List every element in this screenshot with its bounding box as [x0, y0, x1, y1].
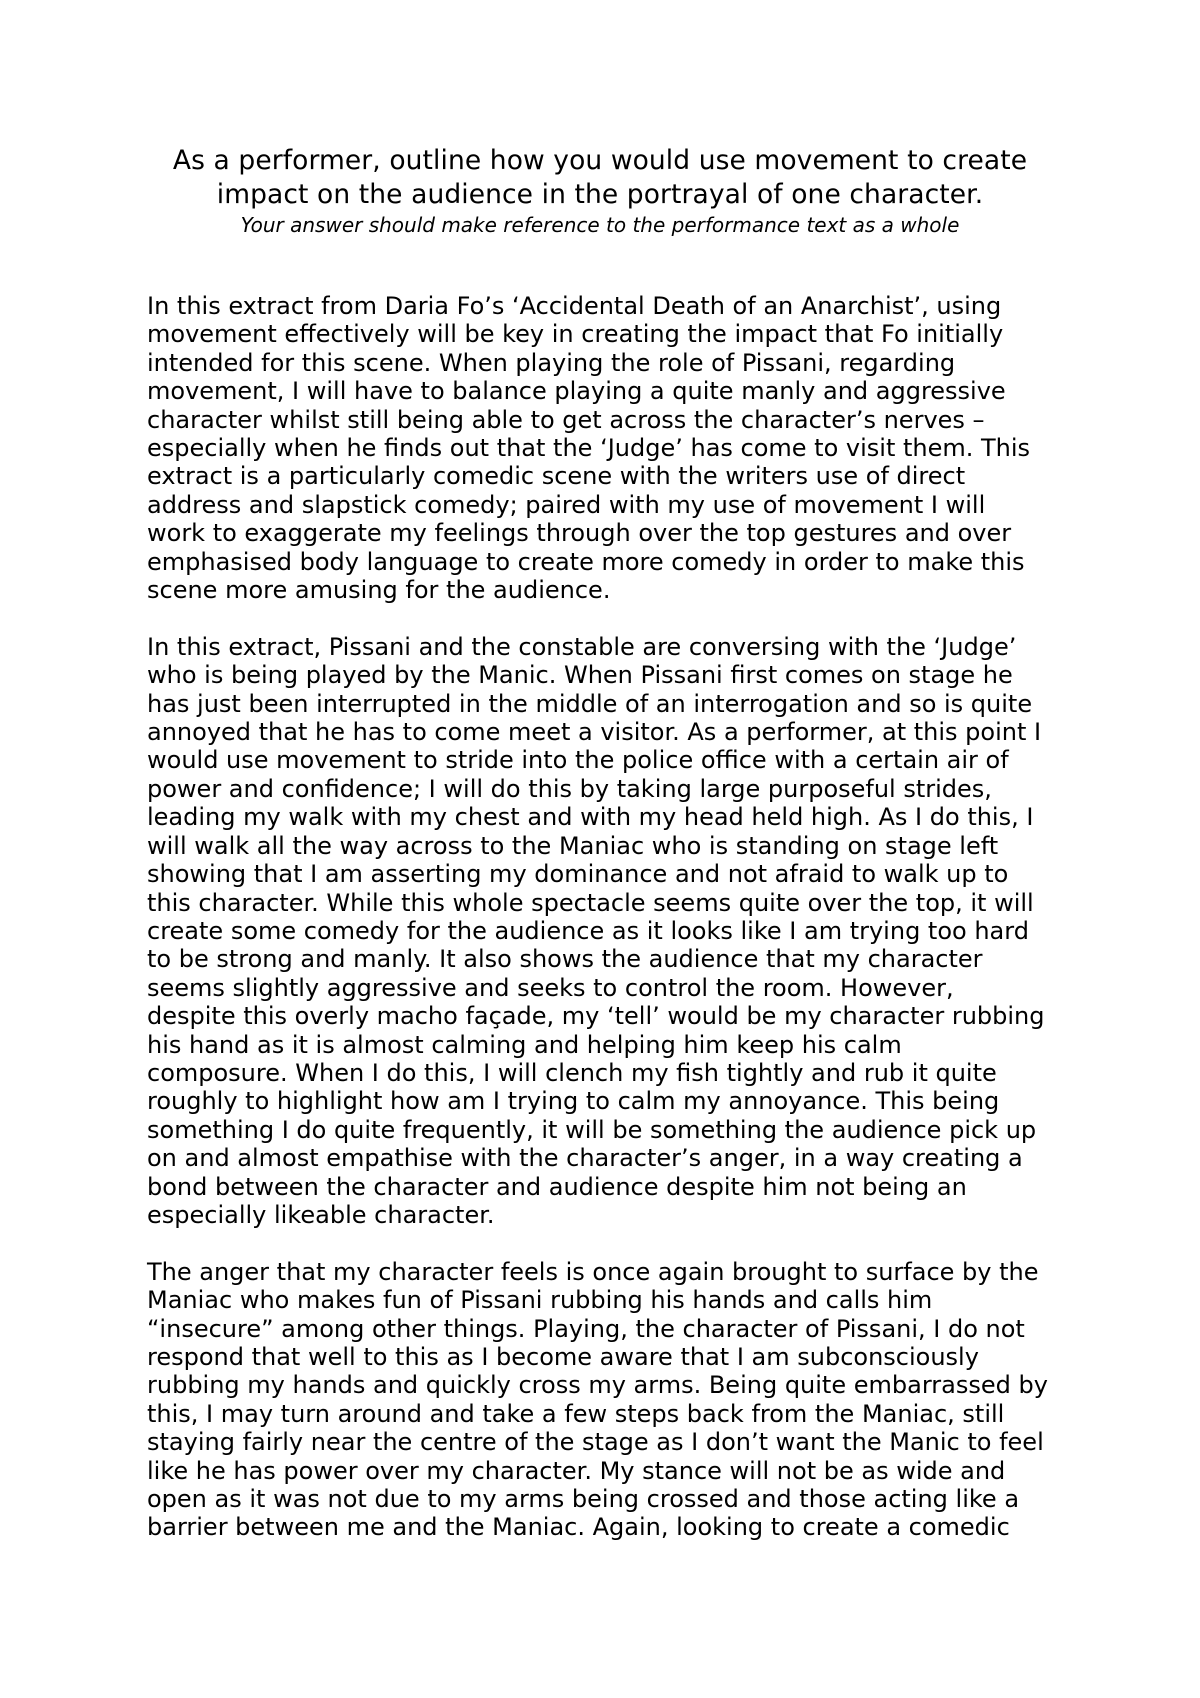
text-line: something I do quite frequently, it will be something the audience pick up — [147, 1115, 1037, 1144]
text-line: address and slapstick comedy; paired with my use of movement I will — [147, 490, 986, 519]
question-subtitle: Your answer should make reference to the performance text as a whole — [240, 213, 960, 237]
title-line: As a performer, outline how you would use movement to create — [172, 145, 1028, 176]
text-line: In this extract, Pissani and the constable are conversing with the ‘Judge’ — [147, 632, 1017, 661]
text-line: this character. While this whole spectacle seems quite over the top, it will — [147, 888, 1034, 917]
text-line: The anger that my character feels is once again brought to surface by the — [147, 1257, 1039, 1286]
text-line: would use movement to stride into the police office with a certain air of — [147, 746, 1009, 775]
text-line: Maniac who makes fun of Pissani rubbing his hands and calls him — [147, 1286, 933, 1315]
text-line: create some comedy for the audience as it looks like I am trying too hard — [147, 916, 1029, 945]
text-line: like he has power over my character. My stance will not be as wide and — [147, 1456, 1006, 1485]
text-line: rubbing my hands and quickly cross my arms. Being quite embarrassed by — [147, 1371, 1048, 1400]
paragraph-1 — [147, 292, 1077, 604]
text-line: his hand as it is almost calming and helping him keep his calm — [147, 1030, 902, 1059]
text-line: movement effectively will be key in creating the impact that Fo initially — [147, 320, 1004, 349]
title-line: impact on the audience in the portrayal of one character. — [216, 179, 984, 210]
text-line: who is being played by the Manic. When Pissani first comes on stage he — [147, 661, 1013, 690]
question-heading — [120, 144, 1080, 238]
text-line: showing that I am asserting my dominance and not afraid to walk up to — [147, 860, 1009, 889]
text-line: has just been interrupted in the middle of an interrogation and so is quite — [147, 689, 1033, 718]
text-line: power and confidence; I will do this by taking large purposeful strides, — [147, 774, 992, 803]
paragraph-3 — [147, 1258, 1077, 1542]
text-line: work to exaggerate my feelings through over the top gestures and over — [147, 519, 1012, 548]
text-line: especially likeable character. — [147, 1200, 495, 1229]
text-line: bond between the character and audience despite him not being an — [147, 1172, 967, 1201]
text-line: composure. When I do this, I will clench my fish tightly and rub it quite — [147, 1058, 997, 1087]
text-line: movement, I will have to balance playing a quite manly and aggressive — [147, 377, 1006, 406]
text-line: emphasised body language to create more comedy in order to make this — [147, 547, 1025, 576]
text-line: extract is a particularly comedic scene with the writers use of direct — [147, 462, 966, 491]
text-line: will walk all the way across to the Maniac who is standing on stage left — [147, 831, 999, 860]
text-line: to be strong and manly. It also shows the audience that my character — [147, 945, 983, 974]
text-line: roughly to highlight how am I trying to calm my annoyance. This being — [147, 1087, 1000, 1116]
text-line: annoyed that he has to come meet a visitor. As a performer, at this point I — [147, 718, 1042, 747]
text-line: open as it was not due to my arms being crossed and those acting like a — [147, 1485, 1020, 1514]
text-line: character whilst still being able to get across the character’s nerves – — [147, 405, 985, 434]
text-line: intended for this scene. When playing the role of Pissani, regarding — [147, 348, 956, 377]
question-title — [120, 144, 1080, 212]
text-line: barrier between me and the Maniac. Again, looking to create a comedic — [147, 1513, 1010, 1542]
text-line: In this extract from Daria Fo’s ‘Accidental Death of an Anarchist’, using — [147, 292, 1002, 320]
text-line: seems slightly aggressive and seeks to control the room. However, — [147, 973, 954, 1002]
text-line: leading my walk with my chest and with my head held high. As I do this, I — [147, 803, 1034, 832]
paragraph-2 — [147, 633, 1077, 1230]
text-line: scene more amusing for the audience. — [147, 576, 611, 605]
text-line: especially when he finds out that the ‘Judge’ has come to visit them. This — [147, 434, 1031, 463]
text-line: staying fairly near the centre of the stage as I don’t want the Manic to feel — [147, 1428, 1044, 1457]
text-line: despite this overly macho façade, my ‘tell’ would be my character rubbing — [147, 1002, 1045, 1031]
text-line: on and almost empathise with the character’s anger, in a way creating a — [147, 1144, 1023, 1173]
text-line: this, I may turn around and take a few steps back from the Maniac, still — [147, 1399, 1005, 1428]
text-line: “insecure” among other things. Playing, the character of Pissani, I do not — [147, 1314, 1025, 1343]
essay-body — [147, 292, 1077, 1570]
text-line: respond that well to this as I become aware that I am subconsciously — [147, 1343, 979, 1371]
